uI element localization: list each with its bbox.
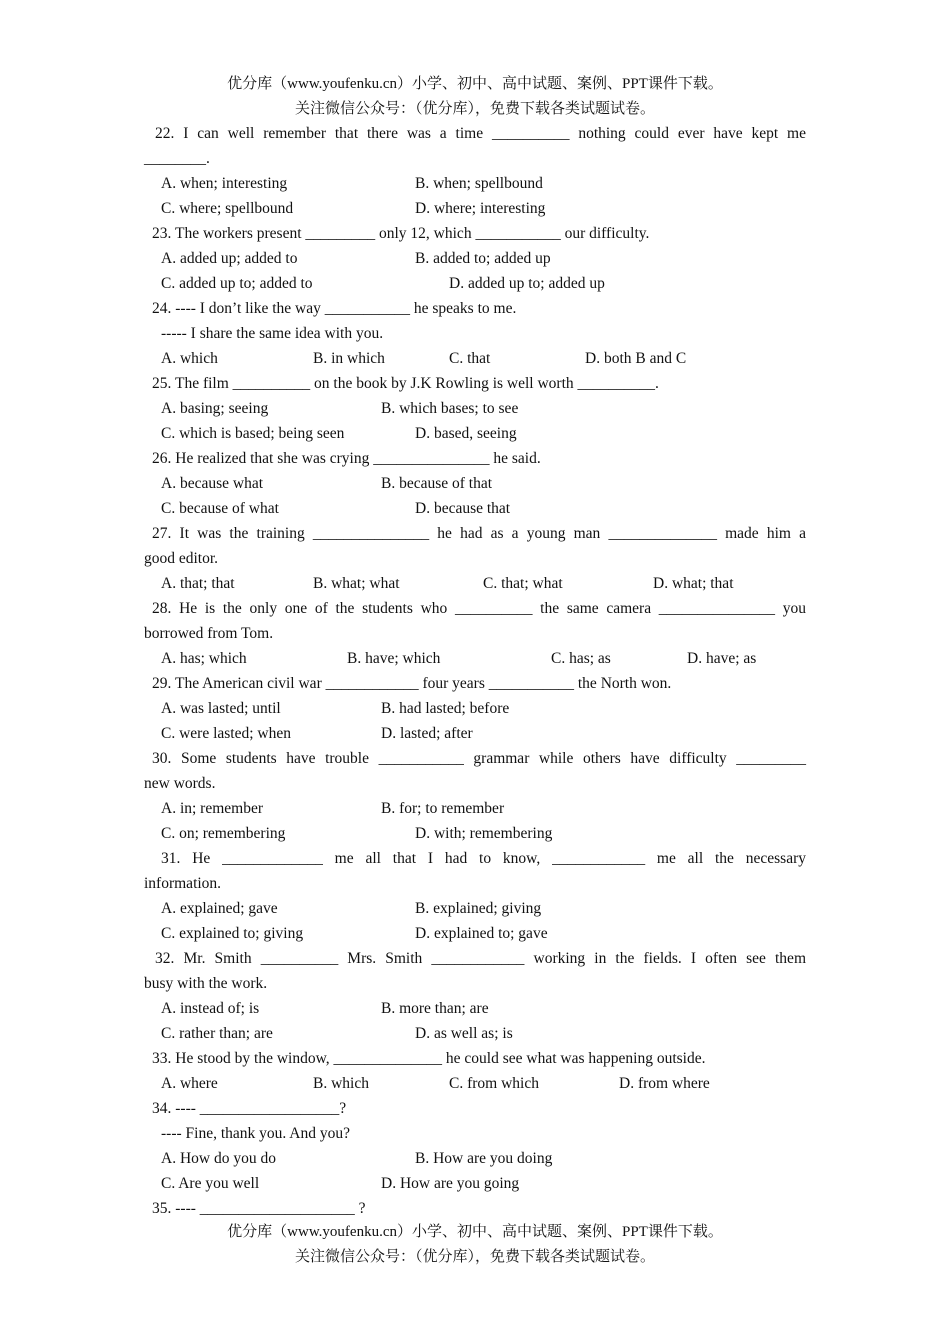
question-30-stem: 30. Some students have trouble ___________ grammar while others have difficulty _________ bbox=[152, 750, 806, 767]
question-34-option-d: D. How are you going bbox=[381, 1175, 520, 1192]
question-24-stem: 24. ---- I don’t like the way ___________ he speaks to me. bbox=[152, 300, 517, 317]
question-29-option-d: D. lasted; after bbox=[381, 725, 473, 742]
question-22-stem-cont: ________. bbox=[144, 150, 210, 167]
question-34-option-c: C. Are you well bbox=[161, 1175, 260, 1192]
question-22-option-c: C. where; spellbound bbox=[161, 200, 294, 217]
question-26-option-d: D. because that bbox=[415, 500, 511, 517]
question-29-option-b: B. had lasted; before bbox=[381, 700, 510, 717]
question-26-stem: 26. He realized that she was crying _______________ he said. bbox=[152, 450, 541, 467]
question-30-option-b: B. for; to remember bbox=[381, 800, 505, 817]
question-31-stem: 31. He _____________ me all that I had to know, ____________ me all the necessary bbox=[161, 850, 806, 867]
question-31-option-c: C. explained to; giving bbox=[161, 925, 304, 942]
question-25-option-a: A. basing; seeing bbox=[161, 400, 269, 417]
question-32-stem: 32. Mr. Smith __________ Mrs. Smith ____________ working in the fields. I often see them bbox=[155, 950, 806, 967]
question-30-option-d: D. with; remembering bbox=[415, 825, 553, 842]
question-30-option-c: C. on; remembering bbox=[161, 825, 286, 842]
question-32-stem-cont: busy with the work. bbox=[144, 975, 268, 992]
question-29-option-a: A. was lasted; until bbox=[161, 700, 281, 717]
question-32-option-a: A. instead of; is bbox=[161, 1000, 260, 1017]
question-24-option-a: A. which bbox=[161, 350, 218, 367]
page-header-line-2: 关注微信公众号：（优分库），免费下载各类试题试卷。 bbox=[294, 101, 655, 117]
question-28-option-a: A. has; which bbox=[161, 650, 247, 667]
question-24-option-b: B. in which bbox=[313, 350, 385, 367]
question-32-option-b: B. more than; are bbox=[381, 1000, 489, 1017]
question-27-stem-cont: good editor. bbox=[144, 550, 219, 567]
question-27-option-d: D. what; that bbox=[653, 575, 734, 592]
question-31-option-b: B. explained; giving bbox=[415, 900, 542, 917]
question-34-stem: 34. ---- __________________? bbox=[152, 1100, 347, 1117]
question-22-option-a: A. when; interesting bbox=[161, 175, 288, 192]
question-22-option-b: B. when; spellbound bbox=[415, 175, 543, 192]
question-23-option-c: C. added up to; added to bbox=[161, 275, 313, 292]
question-33-option-a: A. where bbox=[161, 1075, 218, 1092]
question-28-stem-cont: borrowed from Tom. bbox=[144, 625, 274, 642]
question-32-option-d: D. as well as; is bbox=[415, 1025, 513, 1042]
question-22-option-d: D. where; interesting bbox=[415, 200, 546, 217]
question-35-stem: 35. ---- ____________________ ? bbox=[152, 1200, 366, 1217]
question-22-stem: 22. I can well remember that there was a time __________ nothing could ever have kept me bbox=[155, 125, 806, 142]
question-33-option-b: B. which bbox=[313, 1075, 369, 1092]
question-29-stem: 29. The American civil war ____________ four years ___________ the North won. bbox=[152, 675, 672, 692]
question-33-stem: 33. He stood by the window, ______________ he could see what was happening outside. bbox=[152, 1050, 706, 1067]
page-footer-line-2: 关注微信公众号：（优分库），免费下载各类试题试卷。 bbox=[294, 1249, 655, 1265]
question-34-reply: ---- Fine, thank you. And you? bbox=[161, 1125, 350, 1142]
question-31-stem-cont: information. bbox=[144, 875, 222, 892]
question-33-option-c: C. from which bbox=[449, 1075, 539, 1092]
question-25-stem: 25. The film __________ on the book by J.K Rowling is well worth __________. bbox=[152, 375, 659, 392]
question-28-option-c: C. has; as bbox=[551, 650, 611, 667]
question-25-option-d: D. based, seeing bbox=[415, 425, 517, 442]
question-34-option-a: A. How do you do bbox=[161, 1150, 276, 1167]
question-25-option-b: B. which bases; to see bbox=[381, 400, 519, 417]
question-29-option-c: C. were lasted; when bbox=[161, 725, 291, 742]
question-23-option-a: A. added up; added to bbox=[161, 250, 298, 267]
question-25-option-c: C. which is based; being seen bbox=[161, 425, 345, 442]
question-24-reply: ----- I share the same idea with you. bbox=[161, 325, 384, 342]
page-header-line-1: 优分库（www.youfenku.cn）小学、初中、高中试题、案例、PPT课件下载。 bbox=[227, 76, 723, 92]
question-30-option-a: A. in; remember bbox=[161, 800, 264, 817]
question-31-option-d: D. explained to; gave bbox=[415, 925, 548, 942]
question-27-option-c: C. that; what bbox=[483, 575, 563, 592]
question-28-option-b: B. have; which bbox=[347, 650, 441, 667]
question-23-option-d: D. added up to; added up bbox=[449, 275, 605, 292]
question-26-option-b: B. because of that bbox=[381, 475, 493, 492]
question-24-option-d: D. both B and C bbox=[585, 350, 687, 367]
question-30-stem-cont: new words. bbox=[144, 775, 216, 792]
question-28-stem: 28. He is the only one of the students who __________ the same camera _______________ you bbox=[152, 600, 806, 617]
question-23-option-b: B. added to; added up bbox=[415, 250, 551, 267]
question-26-option-c: C. because of what bbox=[161, 500, 279, 517]
question-33-option-d: D. from where bbox=[619, 1075, 710, 1092]
question-23-stem: 23. The workers present _________ only 12, which ___________ our difficulty. bbox=[152, 225, 650, 242]
question-27-option-b: B. what; what bbox=[313, 575, 400, 592]
question-28-option-d: D. have; as bbox=[687, 650, 757, 667]
question-27-option-a: A. that; that bbox=[161, 575, 235, 592]
page-footer-line-1: 优分库（www.youfenku.cn）小学、初中、高中试题、案例、PPT课件下载。 bbox=[227, 1224, 723, 1240]
question-26-option-a: A. because what bbox=[161, 475, 263, 492]
question-32-option-c: C. rather than; are bbox=[161, 1025, 273, 1042]
question-34-option-b: B. How are you doing bbox=[415, 1150, 553, 1167]
question-27-stem: 27. It was the training _______________ he had as a young man ______________ made him a bbox=[152, 525, 806, 542]
question-31-option-a: A. explained; gave bbox=[161, 900, 278, 917]
question-24-option-c: C. that bbox=[449, 350, 491, 367]
